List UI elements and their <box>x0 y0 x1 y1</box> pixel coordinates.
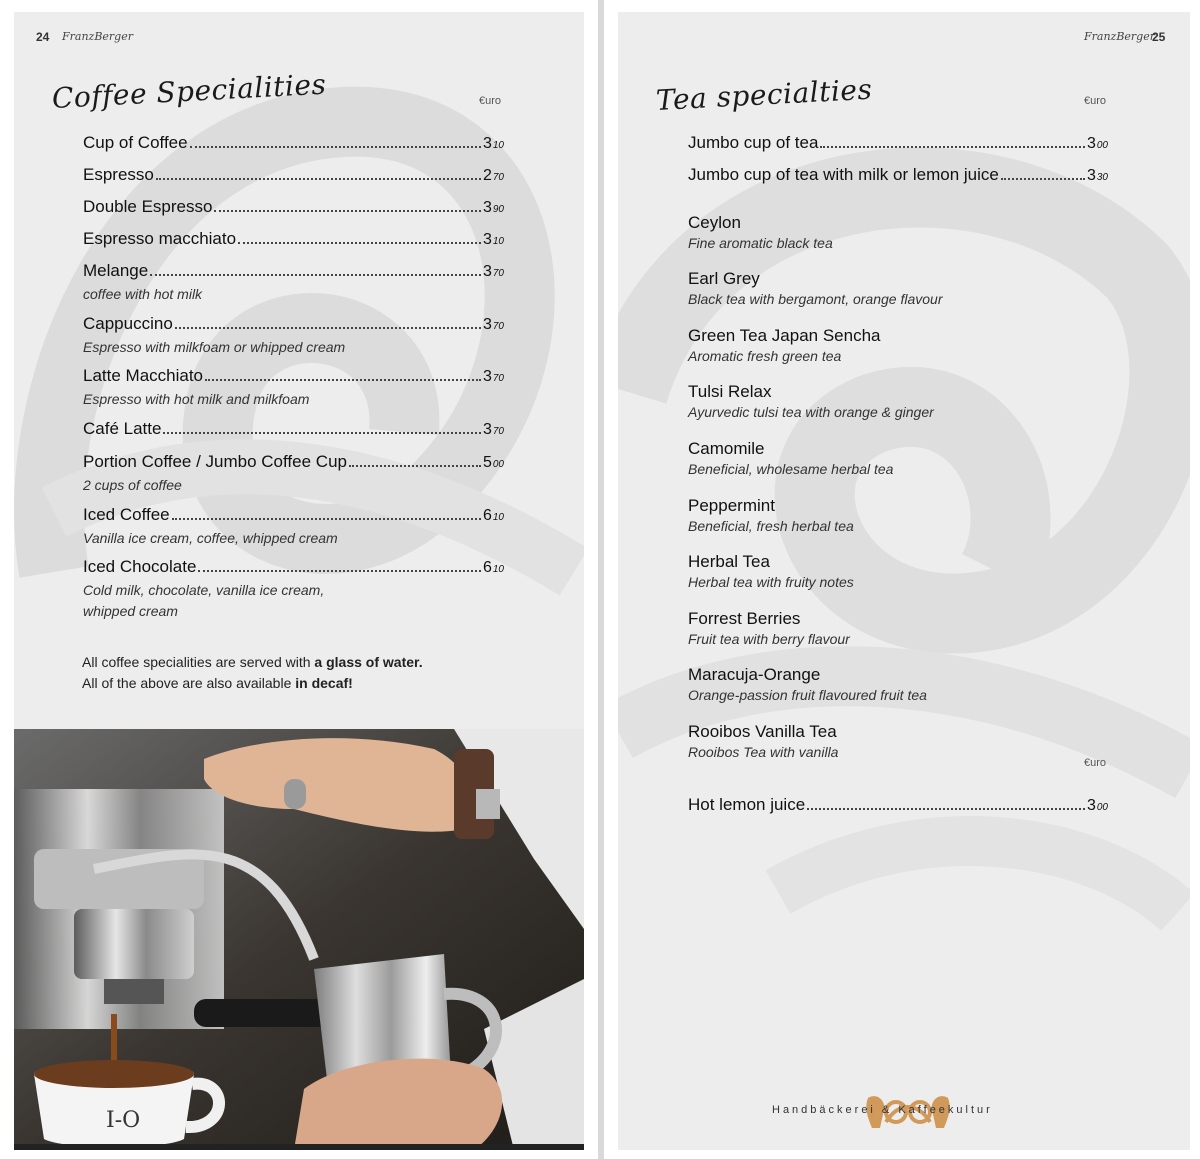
dot-leader <box>150 274 481 276</box>
item-description: Vanilla ice cream, coffee, whipped cream <box>83 530 338 546</box>
tea-name: Peppermint <box>688 496 775 515</box>
tea-description: Beneficial, fresh herbal tea <box>688 518 854 534</box>
section-title-tea: Tea specialties <box>655 72 874 117</box>
cup-logo: I-O <box>106 1108 141 1133</box>
menu-item <box>83 133 504 156</box>
item-name: Hot lemon juice <box>688 795 806 814</box>
item-price: 330 <box>1086 167 1108 184</box>
item-description: Espresso with milkfoam or whipped cream <box>83 339 346 355</box>
item-description: Espresso with hot milk and milkfoam <box>83 391 310 407</box>
dot-leader <box>214 210 481 212</box>
item-name: Jumbo cup of tea with milk or lemon juice <box>688 165 999 184</box>
currency-label-2: €uro <box>1084 757 1107 769</box>
note-bold: in decaf! <box>295 675 353 691</box>
barista-photo <box>14 729 584 1150</box>
menu-item <box>83 419 504 442</box>
dot-leader <box>163 432 481 434</box>
coffee-menu-list <box>83 12 504 652</box>
item-name: Melange <box>83 261 149 280</box>
tea-item <box>688 213 1108 254</box>
tea-name: Maracuja-Orange <box>688 665 821 684</box>
dot-leader <box>190 146 481 148</box>
item-description-line2: whipped cream <box>83 603 178 619</box>
tea-name: Rooibos Vanilla Tea <box>688 722 837 741</box>
item-name: Iced Chocolate <box>83 557 197 576</box>
item-name: Café Latte <box>83 419 162 438</box>
item-price: 370 <box>482 368 504 385</box>
menu-item <box>83 505 504 549</box>
currency-label: €uro <box>479 95 502 107</box>
coffee-note <box>82 652 423 694</box>
item-price: 270 <box>482 167 504 184</box>
menu-item <box>688 133 1108 156</box>
tea-name: Herbal Tea <box>688 552 770 571</box>
section-title-coffee: Coffee Specialities <box>51 67 328 115</box>
menu-item <box>83 229 504 252</box>
page-number: 25 <box>1152 30 1166 44</box>
tea-description: Black tea with bergamont, orange flavour <box>688 291 943 307</box>
item-name: Cup of Coffee <box>83 133 188 152</box>
tea-item <box>688 722 1108 763</box>
item-name: Espresso macchiato <box>83 229 237 248</box>
tea-item <box>688 609 1108 650</box>
dot-leader <box>175 327 481 329</box>
brand-logo-text: FranzBerger <box>62 30 133 43</box>
menu-item <box>83 197 504 220</box>
dot-leader <box>238 242 481 244</box>
dot-leader <box>349 465 481 467</box>
menu-item <box>83 366 504 410</box>
item-name: Iced Coffee <box>83 505 170 524</box>
tea-name: Earl Grey <box>688 269 760 288</box>
item-name: Portion Coffee / Jumbo Coffee Cup <box>83 452 347 471</box>
item-price: 300 <box>1086 135 1108 152</box>
tea-menu-list <box>688 12 1108 1012</box>
tea-item <box>688 326 1108 367</box>
dot-leader <box>1001 178 1085 180</box>
item-price: 310 <box>482 231 504 248</box>
item-description: 2 cups of coffee <box>83 477 182 493</box>
tea-item <box>688 439 1108 480</box>
menu-item <box>688 795 1108 818</box>
tea-name: Tulsi Relax <box>688 382 772 401</box>
tea-description: Aromatic fresh green tea <box>688 348 842 364</box>
tea-item <box>688 552 1108 593</box>
item-name: Cappuccino <box>83 314 173 333</box>
brand-logo-text: FranzBerger <box>1084 30 1155 43</box>
item-price: 370 <box>482 316 504 333</box>
tea-item <box>688 496 1108 537</box>
item-price: 610 <box>482 507 504 524</box>
menu-item <box>83 557 504 622</box>
currency-label: €uro <box>1084 95 1107 107</box>
right-page <box>618 12 1190 1150</box>
menu-item <box>83 261 504 305</box>
note-text: All coffee specialities are served with <box>82 654 315 670</box>
left-page <box>14 12 584 1150</box>
menu-item <box>83 452 504 496</box>
item-price: 310 <box>482 135 504 152</box>
tea-description: Fruit tea with berry flavour <box>688 631 850 647</box>
tea-description: Ayurvedic tulsi tea with orange & ginger <box>688 404 934 420</box>
item-price: 390 <box>482 199 504 216</box>
tea-item <box>688 382 1108 423</box>
tea-name: Forrest Berries <box>688 609 801 628</box>
item-price: 610 <box>482 559 504 576</box>
footer-tagline: Handbäckerei & Kaffeekultur <box>772 1104 993 1116</box>
dot-leader <box>172 518 481 520</box>
tea-description: Herbal tea with fruity notes <box>688 574 854 590</box>
item-name: Jumbo cup of tea <box>688 133 819 152</box>
item-description: Cold milk, chocolate, vanilla ice cream, <box>83 582 325 598</box>
note-text: All of the above are also available <box>82 675 296 691</box>
note-bold: a glass of water. <box>314 654 423 670</box>
tea-name: Camomile <box>688 439 765 458</box>
menu-item <box>688 165 1108 188</box>
tea-description: Orange-passion fruit flavoured fruit tea <box>688 687 927 703</box>
dot-leader <box>807 808 1085 810</box>
tea-description: Fine aromatic black tea <box>688 235 833 251</box>
item-description: coffee with hot milk <box>83 286 203 302</box>
item-name: Espresso <box>83 165 154 184</box>
tea-name: Ceylon <box>688 213 741 232</box>
dot-leader <box>156 178 481 180</box>
item-price: 370 <box>482 263 504 280</box>
tea-item <box>688 665 1108 706</box>
book-spine <box>598 0 604 1159</box>
tea-item <box>688 269 1108 310</box>
tea-description: Rooibos Tea with vanilla <box>688 744 839 760</box>
page-number: 24 <box>36 30 50 44</box>
item-price: 370 <box>482 421 504 438</box>
item-price: 300 <box>1086 797 1108 814</box>
menu-item <box>83 314 504 358</box>
dot-leader <box>198 570 481 572</box>
tea-name: Green Tea Japan Sencha <box>688 326 881 345</box>
dot-leader <box>205 379 481 381</box>
item-name: Latte Macchiato <box>83 366 204 385</box>
item-price: 500 <box>482 454 504 471</box>
dot-leader <box>820 146 1085 148</box>
tea-description: Beneficial, wholesame herbal tea <box>688 461 894 477</box>
menu-item <box>83 165 504 188</box>
item-name: Double Espresso <box>83 197 213 216</box>
